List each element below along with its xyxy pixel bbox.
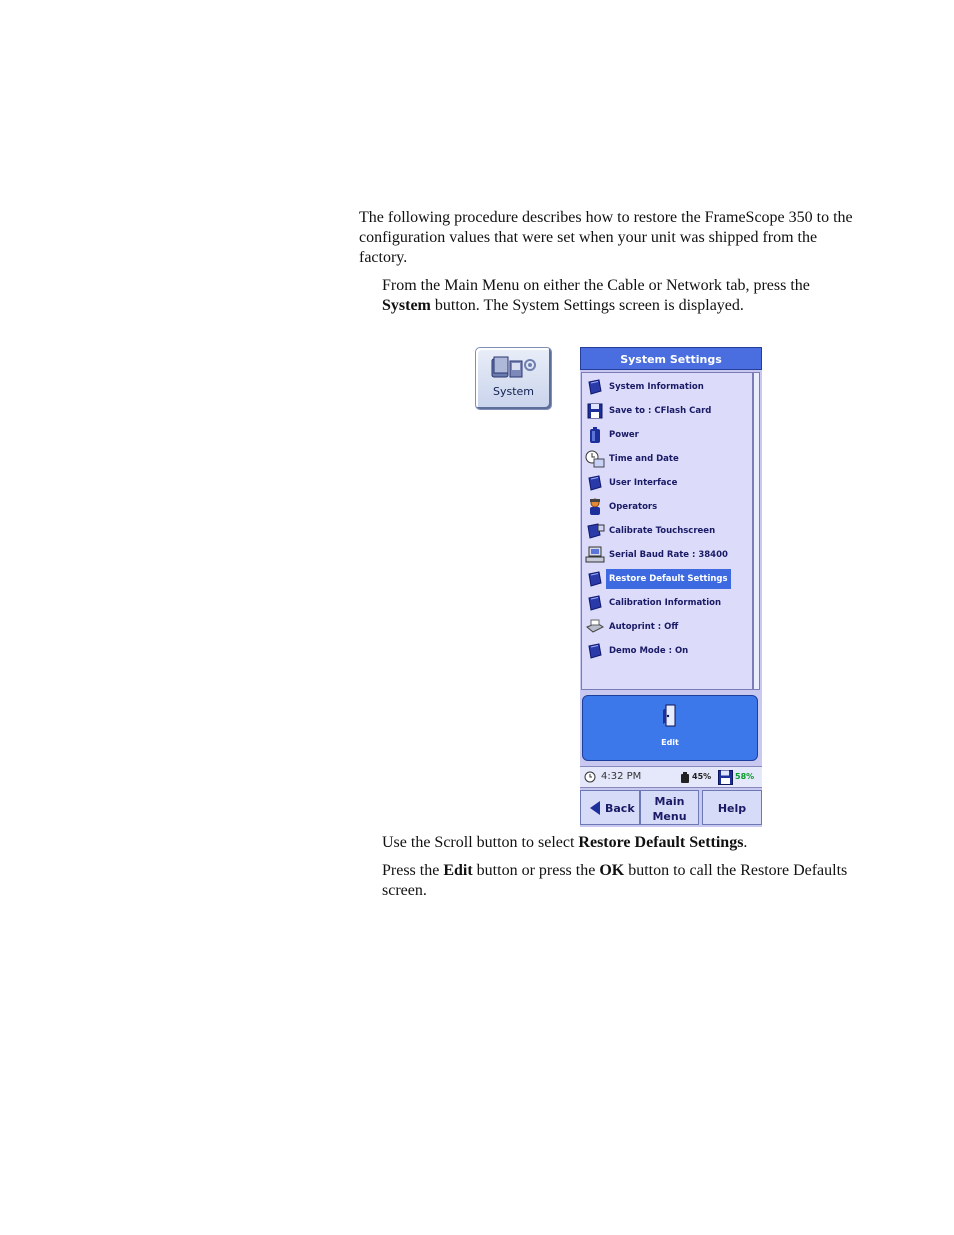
step-2: [382, 833, 852, 853]
list-item-system-information[interactable]: [584, 376, 752, 398]
back-button[interactable]: [580, 790, 640, 825]
list-item-time-and-date[interactable]: [584, 448, 752, 470]
edit-icon: [661, 704, 677, 728]
back-arrow-icon: [589, 801, 601, 815]
book-icon: [584, 473, 606, 493]
clock-icon: [584, 449, 606, 469]
list-item-demo-mode[interactable]: [584, 640, 752, 662]
edit-button-label: Edit: [661, 738, 679, 747]
screen-title: System Settings: [580, 347, 762, 370]
edit-button[interactable]: [582, 695, 758, 761]
step-3-text-b: button or press the: [472, 862, 600, 879]
step-2-text-a: Use the Scroll button to select: [382, 834, 579, 851]
settings-list: [581, 372, 753, 690]
computer-icon: [584, 545, 606, 565]
main-menu-line-2: Menu: [652, 810, 687, 823]
touchscreen-icon: [584, 521, 606, 541]
list-item-label: Autoprint : Off: [609, 622, 679, 632]
status-time: 4:32 PM: [601, 771, 642, 782]
list-item-label: Operators: [609, 502, 658, 512]
status-bar: [580, 766, 762, 788]
step-1-bold: System: [382, 297, 431, 314]
step-3-text-c: button to call the Restore Defaults screen.: [382, 862, 848, 899]
printer-icon: [584, 617, 606, 637]
step-3-text-a: Press the: [382, 862, 444, 879]
step-3: [382, 861, 852, 901]
list-item-label: Time and Date: [609, 454, 679, 464]
operator-icon: [584, 497, 606, 517]
list-item-serial-baud-rate[interactable]: [584, 544, 752, 566]
list-item-label: Serial Baud Rate : 38400: [609, 550, 728, 560]
book-icon: [584, 593, 606, 613]
step-3-bold-ok: OK: [599, 862, 625, 879]
list-item-restore-default-settings[interactable]: [584, 568, 752, 590]
help-button-label: Help: [717, 802, 747, 815]
list-item-save-to[interactable]: [584, 400, 752, 422]
book-icon: [584, 569, 606, 589]
list-item-user-interface[interactable]: [584, 472, 752, 494]
main-menu-button[interactable]: [640, 790, 699, 825]
list-item-label: Restore Default Settings: [606, 569, 731, 589]
clock-icon: [584, 771, 598, 784]
step-1-text-a: From the Main Menu on either the Cable or Network tab, press the: [382, 277, 810, 294]
list-item-autoprint[interactable]: [584, 616, 752, 638]
list-item-power[interactable]: [584, 424, 752, 446]
main-menu-label: [641, 794, 698, 824]
list-item-calibration-information[interactable]: [584, 592, 752, 614]
step-2-text-b: .: [743, 834, 748, 851]
step-1-text-b: button. The System Settings screen is displayed.: [430, 297, 744, 314]
step-2-bold: Restore Default Settings: [578, 834, 744, 851]
step-3-bold-edit: Edit: [443, 862, 473, 879]
book-icon: [584, 641, 606, 661]
list-item-label: Calibration Information: [609, 598, 722, 608]
list-item-label: User Interface: [609, 478, 678, 488]
main-menu-line-1: Main: [654, 795, 685, 808]
system-button-label: System: [492, 385, 535, 398]
list-item-label: Demo Mode : On: [609, 646, 689, 656]
system-icon: [490, 353, 540, 381]
system-settings-screen: [580, 347, 762, 827]
status-battery: 45%: [692, 772, 712, 781]
battery-icon: [584, 425, 606, 445]
list-item-label: Calibrate Touchscreen: [609, 526, 716, 536]
back-button-label: Back: [605, 802, 635, 815]
step-1: [382, 276, 852, 316]
intro-paragraph: The following procedure describes how to restore the FrameScope 350 to the configuration values that were set when your unit was shipped from the factory.: [359, 209, 853, 266]
help-button[interactable]: [702, 790, 762, 825]
floppy-icon: [718, 770, 733, 785]
book-icon: [584, 377, 606, 397]
list-item-calibrate-touchscreen[interactable]: [584, 520, 752, 542]
list-item-label: Power: [609, 430, 639, 440]
list-item-label: System Information: [609, 382, 704, 392]
list-item-label: Save to : CFlash Card: [609, 406, 712, 416]
list-scrollbar[interactable]: [753, 372, 760, 690]
system-button-image: [475, 347, 552, 410]
list-item-operators[interactable]: [584, 496, 752, 518]
status-card: 58%: [735, 772, 755, 781]
floppy-icon: [584, 401, 606, 421]
battery-icon: [681, 772, 689, 783]
